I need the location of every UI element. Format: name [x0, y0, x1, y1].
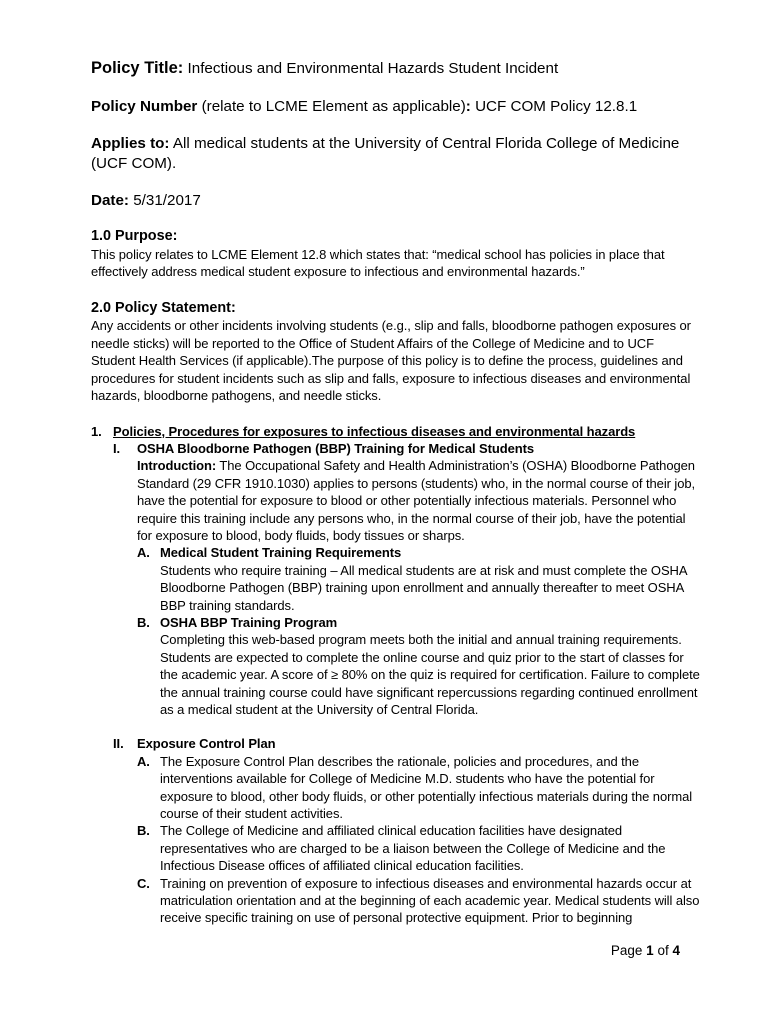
part-1-title: OSHA Bloodborne Pathogen (BBP) Training for Medical Students	[137, 440, 535, 456]
part-2-b-text: The College of Medicine and affiliated clinical education facilities have designated representatives who are charged to be a liaison between the College of Medicine and the Infectious Disease offices of affiliated clinical education facilities.	[160, 823, 666, 874]
part-2-b-item	[91, 822, 700, 874]
part-2-a-item	[91, 753, 700, 823]
purpose-text: This policy relates to LCME Element 12.8 which states that: “medical school has policies in place that effectively address medical student exposure to infectious and environmental hazards.”	[91, 246, 665, 279]
page-current: 1	[646, 943, 654, 958]
date-line	[91, 191, 700, 211]
section-1-title: Policies, Procedures for exposures to infectious diseases and environmental hazards	[113, 423, 636, 439]
part-2-title: Exposure Control Plan	[137, 736, 276, 752]
part-1-marker: I.	[113, 440, 121, 456]
applies-to-value: All medical students at the University of Central Florida College of Medicine (UCF COM).	[91, 135, 680, 172]
part-1-a-text	[91, 562, 700, 614]
policy-statement-heading: 2.0 Policy Statement:	[91, 299, 236, 316]
section-1-heading	[91, 423, 700, 440]
part-2-b-marker: B.	[137, 823, 150, 839]
part-2-c-item	[91, 875, 700, 927]
part-1-heading	[91, 440, 700, 457]
policy-number-colon: :	[465, 98, 471, 115]
part-1-introduction	[91, 457, 700, 544]
policy-title-value: Infectious and Environmental Hazards Student Incident	[187, 60, 559, 77]
of-word: of	[657, 943, 669, 958]
part-2-c-text: Training on prevention of exposure to infectious diseases and environmental hazards occur at matriculation orientation and at the beginning of each academic year. Medical students will also receive specific training on use of personal protective equipment. Prior to beginning	[160, 875, 700, 926]
policy-title-label: Policy Title:	[91, 59, 184, 77]
policy-statement-text: Any accidents or other incidents involving students (e.g., slip and falls, bloodborne pathogen exposures or needle sticks) will be reported to the Office of Student Affairs of the College of Medicine and to UCF Student Health Services (if applicable).The purpose of this policy is to define the process, guidelines and procedures for student incidents such as slip and falls, exposure to infectious diseases and environmental hazards, bloodborne pathogens, and needle sticks.	[91, 318, 691, 403]
part-2-a-text: The Exposure Control Plan describes the rationale, policies and procedures, and the interventions available for College of Medicine M.D. students who have the potential for exposure to blood, other body fluids, or other potentially infectious materials during the normal course of their student activities.	[160, 753, 693, 822]
policy-number-line	[91, 97, 700, 117]
page-total: 4	[672, 943, 680, 958]
part-1-b-marker: B.	[137, 614, 150, 630]
part-1-a-heading	[91, 544, 700, 561]
part-1-a-marker: A.	[137, 545, 150, 561]
part-2-heading	[91, 735, 700, 752]
part-1-a-title: Medical Student Training Requirements	[160, 545, 402, 561]
policy-number-label: Policy Number	[91, 98, 198, 115]
part-1-b-title: OSHA BBP Training Program	[160, 614, 338, 630]
applies-to-line	[91, 134, 700, 174]
policy-number-paren: (relate to LCME Element as applicable)	[201, 98, 466, 115]
part-1-b-heading	[91, 614, 700, 631]
part-1-a-body: Students who require training – All medical students are at risk and must complete the OSHA Bloodborne Pathogen (BBP) training upon enrollment and annually thereafter to meet OSHA BBP training standards.	[160, 562, 687, 613]
introduction-label: Introduction:	[137, 458, 217, 474]
part-1-b-text	[91, 631, 700, 718]
part-2-marker: II.	[113, 736, 124, 752]
applies-to-label: Applies to:	[91, 135, 170, 152]
page-footer	[611, 942, 680, 960]
date-label: Date:	[91, 192, 129, 209]
purpose-heading: 1.0 Purpose:	[91, 228, 178, 244]
spacer	[91, 718, 700, 735]
part-1-b-body: Completing this web-based program meets both the initial and annual training requirements. Students are expected to complete the online course and quiz prior to the start of classes for the academic year. A score of ≥ 80% on the quiz is required for certification. Failure to complete the annual training course could have significant repercussions regarding continued enrollment as a medical student at the University of Central Florida.	[160, 632, 700, 717]
part-2-a-marker: A.	[137, 753, 150, 769]
policy-title-line	[91, 58, 700, 79]
introduction-text: The Occupational Safety and Health Administration’s (OSHA) Bloodborne Pathogen Standard (29 CFR 1910.1030) applies to persons (students) who, in the normal course of their job, have the potential for exposure to blood or other potentially infectious materials. Personnel who require this training include any persons who, in the normal course of their job, have the potential for exposure to blood, body fluids, body tissues or sharps.	[137, 458, 696, 543]
date-value: 5/31/2017	[133, 192, 201, 209]
policy-number-value: UCF COM Policy 12.8.1	[475, 98, 638, 115]
section-1-marker: 1.	[91, 423, 102, 439]
page-word: Page	[610, 943, 643, 958]
part-2-c-marker: C.	[137, 875, 150, 891]
